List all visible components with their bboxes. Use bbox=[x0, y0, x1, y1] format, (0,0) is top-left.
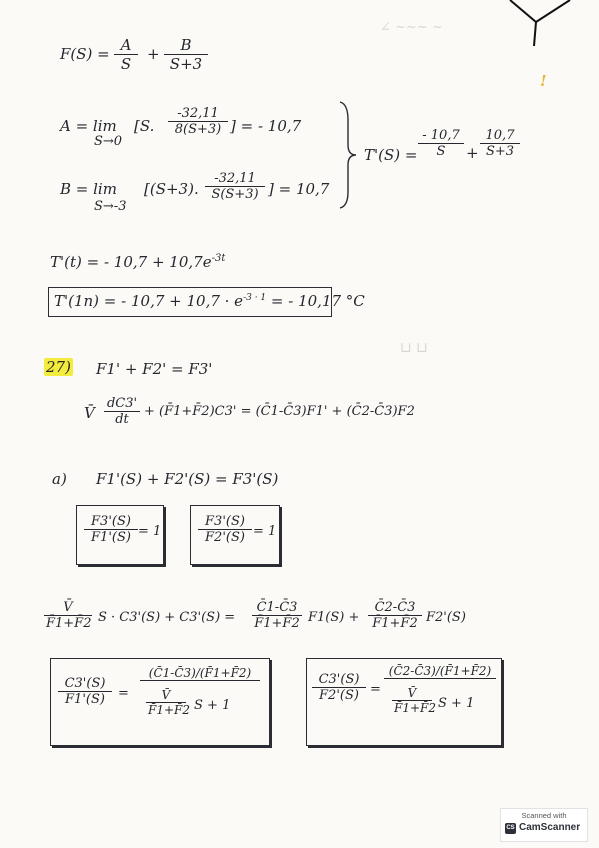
plus: + bbox=[147, 45, 160, 63]
frac-box2: $\frac{F3'(S)}{F2'(S)}$ bbox=[198, 514, 252, 545]
expr-F-lhs: F(S) = bbox=[60, 45, 110, 63]
frac-A-lim: $\frac{-32,11}{8(S+3)}$ bbox=[168, 106, 228, 137]
expr-flows: F1' + F2' = F3' bbox=[96, 360, 213, 378]
frac-A: $\frac{A}{S}$ bbox=[114, 36, 138, 73]
box1-eq: = 1 bbox=[138, 524, 162, 539]
B-open: [(S+3). bbox=[144, 180, 199, 198]
expr-a: F1'(S) + F2'(S) = F3'(S) bbox=[96, 470, 279, 488]
laplace-t2: F1(S) + bbox=[308, 610, 360, 625]
laplace-mid: S · C3'(S) + C3'(S) = bbox=[98, 610, 236, 625]
tf1-lhs: $\frac{C3'(S)}{F1'(S)}$ bbox=[58, 676, 112, 707]
ode-rest: + (F̄1+F̄2)C3' = (C̄1-C̄3)F1' + (C̄2-C̄3)F2 bbox=[144, 404, 415, 419]
tf2-numerator: (C̄2-C̄3)/(F̄1+F̄2) bbox=[384, 664, 496, 679]
tf1-tail: S + 1 bbox=[194, 698, 231, 713]
problem-number: 27) bbox=[46, 358, 71, 376]
highlight-mark: ! bbox=[540, 72, 547, 90]
tf1-eq: = bbox=[118, 686, 129, 701]
lim-sub-A: S→0 bbox=[94, 134, 123, 149]
frac-c2-c3: $\frac{C̄2-C̄3}{F̄1+F̄2}$ bbox=[368, 600, 422, 631]
scanned-with-label: Scanned with bbox=[521, 811, 567, 820]
part-a-label: a) bbox=[52, 470, 67, 488]
frac-T2: $\frac{10,7}{S+3}$ bbox=[480, 128, 520, 159]
tf2-lhs: $\frac{C3'(S)}{F2'(S)}$ bbox=[312, 672, 366, 703]
expr-T-lhs: T'(S) = bbox=[364, 146, 418, 164]
tf1-v-frac: $\frac{V̄}{F̄1+F̄2}$ bbox=[148, 688, 190, 717]
expr-T-t: T'(t) = - $10,7 + 10,7e^{-3t}$ bbox=[50, 253, 226, 271]
expr-T-1n: T'(1n) = - $10,7 + 10,7 \cdot e^{-3 \cdot 1}$ = - 10,17 °C bbox=[54, 292, 365, 310]
A-close: ] = - 10,7 bbox=[230, 117, 302, 135]
pen-stroke bbox=[500, 0, 599, 50]
frac-v-over-f: $\frac{V̄}{F̄1+F̄2}$ bbox=[46, 600, 92, 631]
plus: + bbox=[466, 144, 479, 162]
frac-T1: $\frac{- 10,7}{S}$ bbox=[418, 128, 464, 159]
B-close: ] = 10,7 bbox=[268, 180, 330, 198]
bleed-through-text: ⊔ ⊔ bbox=[400, 340, 428, 356]
frac-box1: $\frac{F3'(S)}{F1'(S)}$ bbox=[84, 514, 138, 545]
box2-eq: = 1 bbox=[253, 524, 277, 539]
tf1-numerator: (C̄1-C̄3)/(F̄1+F̄2) bbox=[140, 666, 260, 681]
bleed-through-text: ∠ ~~~ ~ bbox=[380, 20, 443, 35]
ode-v: V̄ bbox=[84, 404, 95, 422]
bleed-through-text: ~ ~ ~ bbox=[420, 740, 458, 754]
tf2-v-frac: $\frac{V̄}{F̄1+F̄2}$ bbox=[394, 686, 436, 715]
camscanner-logo-icon: CS bbox=[505, 823, 516, 834]
frac-B-lim: $\frac{-32,11}{S(S+3)}$ bbox=[205, 171, 265, 202]
tf2-eq: = bbox=[370, 682, 381, 697]
camscanner-watermark bbox=[500, 808, 588, 842]
camscanner-name: CamScanner bbox=[519, 822, 581, 833]
A-open: [S. bbox=[134, 117, 155, 135]
expr-A-lim: A = lim bbox=[60, 117, 117, 135]
frac-dC3-dt: $\frac{dC3'}{dt}$ bbox=[104, 396, 140, 427]
laplace-t3: F2'(S) bbox=[426, 610, 466, 625]
lim-sub-B: S→-3 bbox=[94, 199, 127, 214]
tf2-tail: S + 1 bbox=[438, 696, 475, 711]
frac-B: $\frac{B}{S+3}$ bbox=[164, 36, 208, 73]
expr-B-lim: B = lim bbox=[60, 180, 117, 198]
curly-brace bbox=[336, 100, 358, 210]
frac-c1-c3: $\frac{C̄1-C̄3}{F̄1+F̄2}$ bbox=[252, 600, 302, 631]
